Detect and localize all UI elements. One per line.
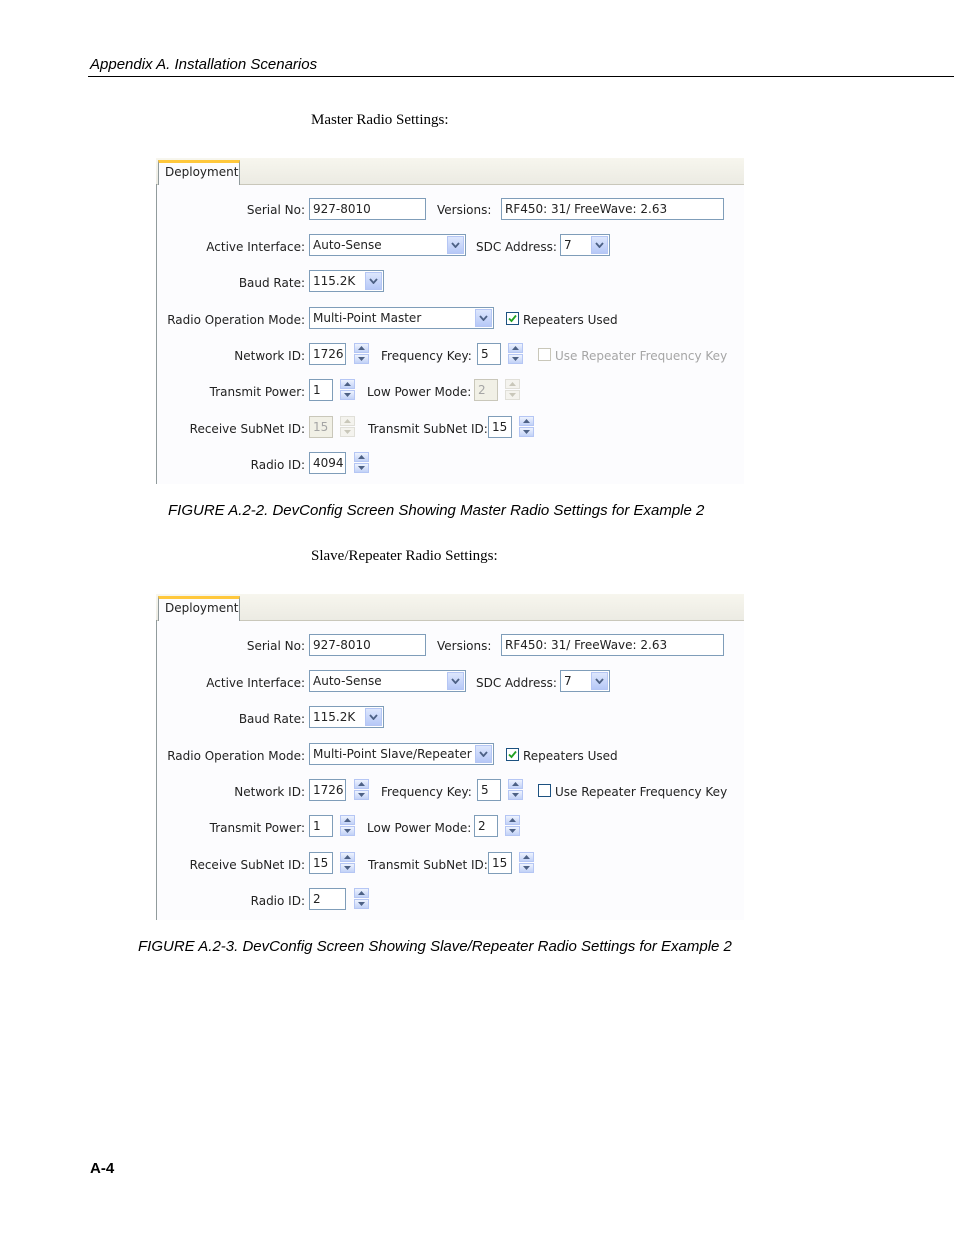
network-id-stepper[interactable] [354,343,369,365]
low-power-mode-stepper[interactable] [505,815,520,837]
active-interface-value: Auto-Sense [313,674,382,688]
receive-subnet-stepper[interactable] [340,416,355,438]
receive-subnet-label: Receive SubNet ID: [189,422,305,436]
network-id-label: Network ID: [234,349,305,363]
receive-subnet-field[interactable]: 15 [309,416,333,438]
versions-field[interactable]: RF450: 31/ FreeWave: 2.63 [501,198,724,220]
radio-id-label: Radio ID: [250,894,305,908]
receive-subnet-field[interactable]: 15 [309,852,333,874]
frequency-key-field[interactable]: 5 [477,779,501,801]
transmit-subnet-label: Transmit SubNet ID: [368,858,488,872]
panel-border [156,184,157,484]
baud-rate-select[interactable] [309,706,384,728]
baud-rate-label: Baud Rate: [238,712,305,726]
network-id-field[interactable]: 1726 [309,779,346,801]
network-id-field[interactable]: 1726 [309,343,346,365]
receive-subnet-label: Receive SubNet ID: [189,858,305,872]
transmit-power-label: Transmit Power: [209,821,305,835]
transmit-subnet-stepper[interactable] [519,852,534,874]
serial-field[interactable]: 927-8010 [309,634,426,656]
transmit-subnet-label: Transmit SubNet ID: [368,422,488,436]
chevron-down-icon[interactable] [365,272,382,290]
use-repeater-freq-key-checkbox[interactable] [538,348,551,361]
sdc-address-value: 7 [564,674,572,688]
use-repeater-freq-key-label: Use Repeater Frequency Key [555,349,728,363]
radio-mode-value: Multi-Point Master [313,311,422,325]
transmit-subnet-field[interactable]: 15 [488,416,512,438]
chevron-down-icon[interactable] [475,745,492,763]
repeaters-used-checkbox[interactable] [506,312,519,325]
network-id-stepper[interactable] [354,779,369,801]
tab-strip [156,158,744,185]
transmit-power-stepper[interactable] [340,815,355,837]
page-number: A-4 [90,1160,115,1177]
sdc-address-label: SDC Address: [476,676,557,690]
radio-mode-label: Radio Operation Mode: [167,313,305,327]
versions-label: Versions: [437,203,492,217]
radio-mode-value: Multi-Point Slave/Repeater [313,747,472,761]
radio-id-stepper[interactable] [354,452,369,474]
use-repeater-freq-key-checkbox[interactable] [538,784,551,797]
frequency-key-stepper[interactable] [508,343,523,365]
tab-deployment[interactable]: Deployment [158,596,240,621]
receive-subnet-stepper[interactable] [340,852,355,874]
active-interface-label: Active Interface: [206,676,305,690]
frequency-key-label: Frequency Key: [381,785,472,799]
radio-mode-select[interactable] [309,743,494,765]
low-power-mode-label: Low Power Mode: [367,385,472,399]
serial-label: Serial No: [246,639,305,653]
radio-mode-label: Radio Operation Mode: [167,749,305,763]
low-power-mode-field[interactable]: 2 [474,815,498,837]
chevron-down-icon[interactable] [591,236,608,254]
active-interface-label: Active Interface: [206,240,305,254]
radio-id-label: Radio ID: [250,458,305,472]
frequency-key-label: Frequency Key: [381,349,472,363]
tab-strip [156,594,744,621]
baud-rate-value: 115.2K [313,274,356,288]
sdc-address-select[interactable] [560,234,610,256]
chevron-down-icon[interactable] [591,672,608,690]
repeaters-used-label: Repeaters Used [523,313,618,327]
low-power-mode-label: Low Power Mode: [367,821,472,835]
versions-label: Versions: [437,639,492,653]
header-rule [88,76,954,77]
network-id-label: Network ID: [234,785,305,799]
chevron-down-icon[interactable] [447,672,464,690]
chevron-down-icon[interactable] [475,309,492,327]
radio-mode-select[interactable] [309,307,494,329]
figure2-intro: Slave/Repeater Radio Settings: [311,548,498,564]
use-repeater-freq-key-label: Use Repeater Frequency Key [555,785,728,799]
radio-id-field[interactable]: 4094 [309,452,346,474]
transmit-power-field[interactable]: 1 [309,379,333,401]
repeaters-used-checkbox[interactable] [506,748,519,761]
deployment-panel-slave [156,594,744,920]
sdc-address-label: SDC Address: [476,240,557,254]
figure1-caption: FIGURE A.2-2. DevConfig Screen Showing Master Radio Settings for Example 2 [168,502,705,519]
radio-id-stepper[interactable] [354,888,369,910]
figure2-caption: FIGURE A.2-3. DevConfig Screen Showing Slave/Repeater Radio Settings for Example 2 [138,938,732,955]
transmit-power-label: Transmit Power: [209,385,305,399]
frequency-key-field[interactable]: 5 [477,343,501,365]
radio-id-field[interactable]: 2 [309,888,346,910]
versions-field[interactable]: RF450: 31/ FreeWave: 2.63 [501,634,724,656]
transmit-power-stepper[interactable] [340,379,355,401]
chevron-down-icon[interactable] [365,708,382,726]
deployment-panel-master [156,158,744,484]
active-interface-select[interactable] [309,234,466,256]
low-power-mode-stepper[interactable] [505,379,520,401]
running-header: Appendix A. Installation Scenarios [90,56,318,73]
baud-rate-select[interactable] [309,270,384,292]
transmit-subnet-stepper[interactable] [519,416,534,438]
chevron-down-icon[interactable] [447,236,464,254]
sdc-address-select[interactable] [560,670,610,692]
low-power-mode-field[interactable]: 2 [474,379,498,401]
frequency-key-stepper[interactable] [508,779,523,801]
active-interface-select[interactable] [309,670,466,692]
transmit-subnet-field[interactable]: 15 [488,852,512,874]
serial-label: Serial No: [246,203,305,217]
baud-rate-value: 115.2K [313,710,356,724]
sdc-address-value: 7 [564,238,572,252]
active-interface-value: Auto-Sense [313,238,382,252]
baud-rate-label: Baud Rate: [238,276,305,290]
figure1-intro: Master Radio Settings: [311,112,449,128]
repeaters-used-label: Repeaters Used [523,749,618,763]
serial-field[interactable]: 927-8010 [309,198,426,220]
transmit-power-field[interactable]: 1 [309,815,333,837]
panel-border [156,620,157,920]
tab-deployment[interactable]: Deployment [158,160,240,185]
